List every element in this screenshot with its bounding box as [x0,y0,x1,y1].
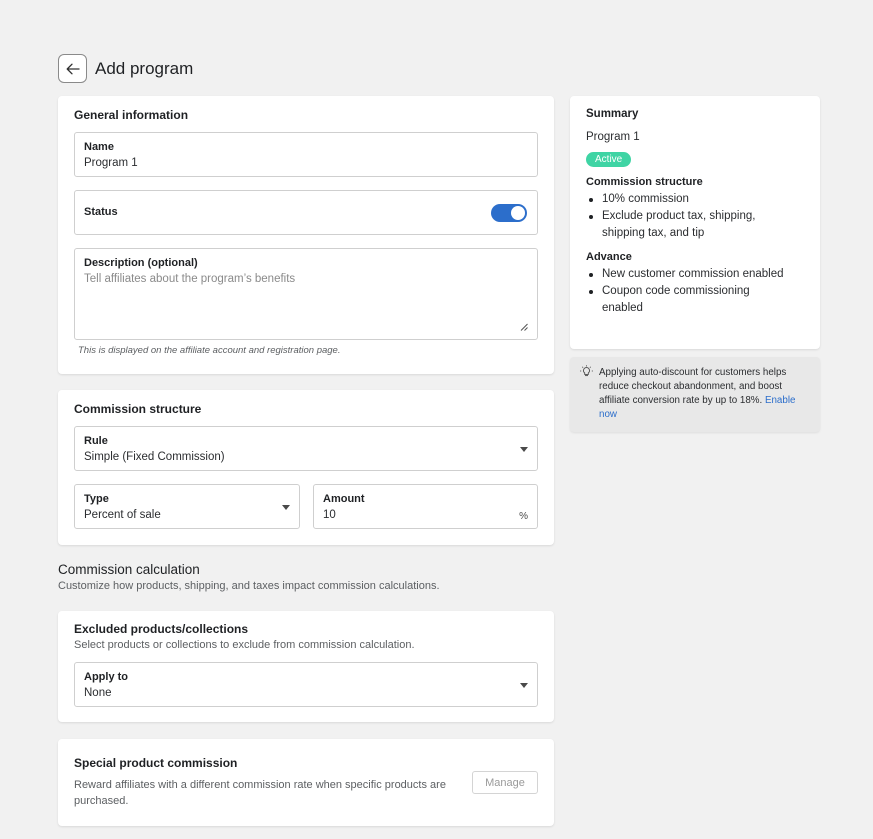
summary-advance-title: Advance [586,251,632,263]
status-field [74,190,538,235]
general-information-card [58,96,554,374]
summary-card [570,96,820,349]
special-product-commission-title: Special product commission [74,756,238,770]
tip-message: Applying auto-discount for customers helps reduce checkout abandonment, and boost affiliate conversion rate by up to 18%. [599,367,787,406]
amount-label: Amount [323,493,365,505]
status-badge: Active [586,152,631,167]
special-product-commission-card [58,739,554,826]
amount-input[interactable]: 10 [323,509,336,521]
enable-now-link[interactable]: Enable now [599,395,796,420]
general-information-title: General information [74,108,189,122]
rule-select[interactable] [74,426,538,471]
apply-to-select[interactable] [74,662,538,707]
list-item: Coupon code commissioning enabled [586,283,786,317]
manage-button[interactable]: Manage [472,771,538,794]
rule-label: Rule [84,435,108,447]
summary-advance-list [586,266,786,317]
auto-discount-tip [570,357,820,432]
type-label: Type [84,493,109,505]
page-header [58,54,193,83]
commission-calculation-title: Commission calculation [58,562,200,577]
status-label: Status [84,206,118,218]
list-item: Exclude product tax, shipping, shipping tax, and tip [586,208,786,242]
description-field[interactable] [74,248,538,340]
summary-title: Summary [586,108,639,120]
type-select[interactable] [74,484,300,529]
rule-value: Simple (Fixed Commission) [84,451,225,463]
description-input[interactable]: Tell affiliates about the program’s benefits [84,273,296,285]
page-title: Add program [95,58,194,78]
arrow-left-icon [65,61,81,77]
list-item: New customer commission enabled [586,266,786,283]
amount-field[interactable] [313,484,538,529]
apply-to-label: Apply to [84,671,128,683]
name-field[interactable] [74,132,538,177]
description-label: Description (optional) [84,257,198,269]
excluded-products-title: Excluded products/collections [74,622,249,636]
percent-suffix: % [519,511,528,522]
list-item: 10% commission [586,191,786,208]
excluded-products-card [58,611,554,722]
commission-calculation-subtitle: Customize how products, shipping, and taxes impact commission calculations. [58,580,440,592]
type-value: Percent of sale [84,509,161,521]
tip-text [599,366,813,422]
name-label: Name [84,141,114,153]
resize-handle-icon[interactable] [520,323,528,331]
status-toggle[interactable] [491,204,527,222]
summary-commission-title: Commission structure [586,176,703,188]
summary-commission-list [586,191,786,242]
excluded-products-description: Select products or collections to exclude from commission calculation. [74,639,415,651]
back-button[interactable] [58,54,87,83]
chevron-down-icon [520,447,528,452]
commission-structure-title: Commission structure [74,402,202,416]
apply-to-value: None [84,687,112,699]
lightbulb-icon [580,365,593,378]
commission-structure-card [58,390,554,545]
description-helper-text: This is displayed on the affiliate account and registration page. [78,345,341,356]
chevron-down-icon [282,505,290,510]
summary-program-name: Program 1 [586,131,640,143]
special-product-commission-description: Reward affiliates with a different commission rate when specific products are purchased. [74,779,446,807]
name-input[interactable]: Program 1 [84,157,138,169]
chevron-down-icon [520,683,528,688]
toggle-knob [511,206,525,220]
